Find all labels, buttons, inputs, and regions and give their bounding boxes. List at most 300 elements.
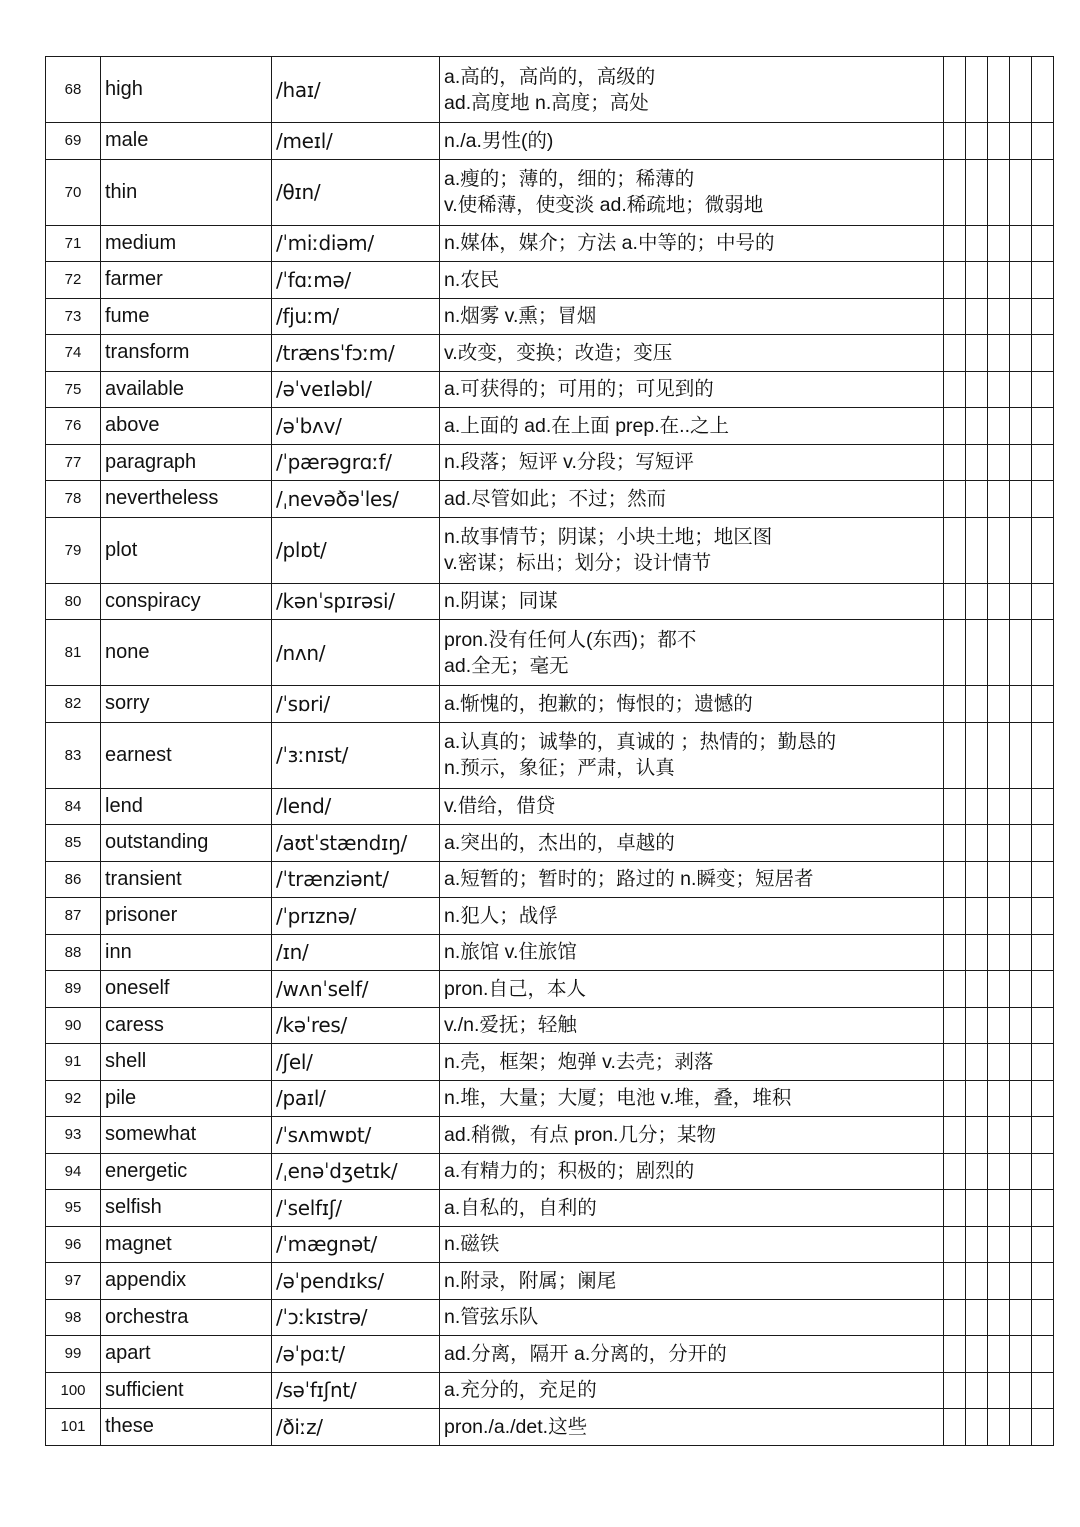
review-checkbox-cell[interactable] (1032, 1299, 1054, 1336)
english-word: male (101, 123, 272, 160)
review-checkbox-cell[interactable] (966, 1080, 988, 1117)
chinese-meaning (440, 1190, 944, 1227)
review-checkbox-cell[interactable] (1032, 1336, 1054, 1373)
review-checkbox-cell[interactable] (966, 1117, 988, 1154)
vocab-row (46, 1044, 1054, 1081)
chinese-meaning (440, 686, 944, 723)
phonetic: /ʃel/ (272, 1044, 440, 1081)
chinese-meaning (440, 225, 944, 262)
review-checkbox-cell[interactable] (1032, 1044, 1054, 1081)
phonetic: /haɪ/ (272, 57, 440, 123)
row-number: 69 (46, 123, 101, 160)
row-number: 90 (46, 1007, 101, 1044)
review-checkbox-cell[interactable] (1010, 583, 1032, 620)
meaning-line: ad.稍微，有点 pron.几分；某物 (444, 1123, 716, 1146)
meaning-line: a.瘦的；薄的，细的；稀薄的 (444, 168, 695, 190)
vocab-row (46, 898, 1054, 935)
review-checkbox-cell[interactable] (1032, 1080, 1054, 1117)
review-checkbox-cell[interactable] (966, 57, 988, 123)
review-checkbox-cell[interactable] (1010, 861, 1032, 898)
meaning-line: n.农民 (444, 268, 500, 291)
review-checkbox-cell[interactable] (1032, 934, 1054, 971)
phonetic: /lend/ (272, 788, 440, 825)
vocab-row (46, 408, 1054, 445)
english-word: oneself (101, 971, 272, 1008)
review-checkbox-cell[interactable] (1032, 262, 1054, 299)
english-word: conspiracy (101, 583, 272, 620)
review-checkbox-cell[interactable] (1032, 408, 1054, 445)
review-checkbox-cell[interactable] (988, 123, 1010, 160)
review-checkbox-cell[interactable] (944, 225, 966, 262)
review-checkbox-cell[interactable] (988, 1044, 1010, 1081)
review-checkbox-cell[interactable] (1010, 1080, 1032, 1117)
review-checkbox-cell[interactable] (988, 1263, 1010, 1300)
review-checkbox-cell[interactable] (988, 971, 1010, 1008)
review-checkbox-cell[interactable] (1010, 934, 1032, 971)
vocab-row (46, 1190, 1054, 1227)
english-word: available (101, 371, 272, 408)
english-word: energetic (101, 1153, 272, 1190)
row-number: 95 (46, 1190, 101, 1227)
review-checkbox-cell[interactable] (966, 1336, 988, 1373)
vocab-row (46, 159, 1054, 225)
review-checkbox-cell[interactable] (966, 159, 988, 225)
review-checkbox-cell[interactable] (966, 861, 988, 898)
english-word: nevertheless (101, 481, 272, 518)
review-checkbox-cell[interactable] (988, 1372, 1010, 1409)
vocab-row (46, 1226, 1054, 1263)
review-checkbox-cell[interactable] (944, 898, 966, 935)
chinese-meaning (440, 1372, 944, 1409)
review-checkbox-cell[interactable] (1010, 788, 1032, 825)
review-checkbox-cell[interactable] (1010, 1007, 1032, 1044)
review-checkbox-cell[interactable] (966, 481, 988, 518)
review-checkbox-cell[interactable] (1032, 825, 1054, 862)
vocab-row (46, 225, 1054, 262)
review-checkbox-cell[interactable] (944, 1117, 966, 1154)
chinese-meaning (440, 335, 944, 372)
review-checkbox-cell[interactable] (988, 57, 1010, 123)
review-checkbox-cell[interactable] (944, 971, 966, 1008)
row-number: 85 (46, 825, 101, 862)
vocab-row (46, 1117, 1054, 1154)
review-checkbox-cell[interactable] (988, 825, 1010, 862)
english-word: lend (101, 788, 272, 825)
row-number: 97 (46, 1263, 101, 1300)
meaning-line: n./a.男性(的) (444, 129, 554, 152)
meaning-line: n.烟雾 v.熏；冒烟 (444, 305, 597, 328)
chinese-meaning (440, 788, 944, 825)
review-checkbox-cell[interactable] (966, 517, 988, 583)
row-number: 101 (46, 1409, 101, 1446)
review-checkbox-cell[interactable] (1032, 371, 1054, 408)
review-checkbox-cell[interactable] (988, 1190, 1010, 1227)
review-checkbox-cell[interactable] (966, 371, 988, 408)
row-number: 86 (46, 861, 101, 898)
phonetic: /ˈɔːkɪstrə/ (272, 1299, 440, 1336)
review-checkbox-cell[interactable] (1032, 335, 1054, 372)
review-checkbox-cell[interactable] (944, 57, 966, 123)
review-checkbox-cell[interactable] (966, 971, 988, 1008)
row-number: 74 (46, 335, 101, 372)
row-number: 87 (46, 898, 101, 935)
review-checkbox-cell[interactable] (1032, 57, 1054, 123)
review-checkbox-cell[interactable] (944, 934, 966, 971)
chinese-meaning (440, 371, 944, 408)
review-checkbox-cell[interactable] (944, 408, 966, 445)
review-checkbox-cell[interactable] (1032, 1226, 1054, 1263)
chinese-meaning (440, 517, 944, 583)
meaning-line: n.段落；短评 v.分段；写短评 (444, 451, 694, 474)
review-checkbox-cell[interactable] (1032, 583, 1054, 620)
review-checkbox-cell[interactable] (1010, 371, 1032, 408)
review-checkbox-cell[interactable] (988, 1409, 1010, 1446)
english-word: shell (101, 1044, 272, 1081)
review-checkbox-cell[interactable] (1010, 971, 1032, 1008)
english-word: transient (101, 861, 272, 898)
phonetic: /əˈpɑːt/ (272, 1336, 440, 1373)
review-checkbox-cell[interactable] (1010, 722, 1032, 788)
row-number: 100 (46, 1372, 101, 1409)
english-word: these (101, 1409, 272, 1446)
row-number: 84 (46, 788, 101, 825)
chinese-meaning (440, 620, 944, 686)
review-checkbox-cell[interactable] (988, 934, 1010, 971)
review-checkbox-cell[interactable] (1010, 1299, 1032, 1336)
review-checkbox-cell[interactable] (966, 262, 988, 299)
review-checkbox-cell[interactable] (988, 1117, 1010, 1154)
chinese-meaning (440, 971, 944, 1008)
phonetic: /θɪn/ (272, 159, 440, 225)
review-checkbox-cell[interactable] (966, 335, 988, 372)
review-checkbox-cell[interactable] (944, 620, 966, 686)
review-checkbox-cell[interactable] (988, 371, 1010, 408)
chinese-meaning (440, 1226, 944, 1263)
phonetic: /ˌnevəðəˈles/ (272, 481, 440, 518)
review-checkbox-cell[interactable] (944, 1153, 966, 1190)
english-word: sorry (101, 686, 272, 723)
phonetic: /nʌn/ (272, 620, 440, 686)
review-checkbox-cell[interactable] (988, 583, 1010, 620)
review-checkbox-cell[interactable] (1032, 971, 1054, 1008)
meaning-line: n.磁铁 (444, 1233, 500, 1256)
review-checkbox-cell[interactable] (944, 1409, 966, 1446)
review-checkbox-cell[interactable] (1010, 1336, 1032, 1373)
chinese-meaning (440, 1080, 944, 1117)
chinese-meaning (440, 1007, 944, 1044)
review-checkbox-cell[interactable] (966, 686, 988, 723)
review-checkbox-cell[interactable] (988, 620, 1010, 686)
row-number: 82 (46, 686, 101, 723)
row-number: 89 (46, 971, 101, 1008)
vocab-row (46, 1080, 1054, 1117)
meaning-line: a.自私的，自利的 (444, 1196, 597, 1219)
review-checkbox-cell[interactable] (988, 1299, 1010, 1336)
phonetic: /ˈmiːdiəm/ (272, 225, 440, 262)
review-checkbox-cell[interactable] (988, 861, 1010, 898)
review-checkbox-cell[interactable] (1010, 620, 1032, 686)
chinese-meaning (440, 57, 944, 123)
row-number: 93 (46, 1117, 101, 1154)
review-checkbox-cell[interactable] (944, 159, 966, 225)
review-checkbox-cell[interactable] (944, 298, 966, 335)
review-checkbox-cell[interactable] (1032, 1153, 1054, 1190)
review-checkbox-cell[interactable] (988, 1007, 1010, 1044)
review-checkbox-cell[interactable] (1032, 225, 1054, 262)
chinese-meaning (440, 722, 944, 788)
review-checkbox-cell[interactable] (1010, 444, 1032, 481)
review-checkbox-cell[interactable] (988, 1226, 1010, 1263)
chinese-meaning (440, 262, 944, 299)
row-number: 96 (46, 1226, 101, 1263)
review-checkbox-cell[interactable] (944, 1263, 966, 1300)
review-checkbox-cell[interactable] (966, 788, 988, 825)
review-checkbox-cell[interactable] (988, 262, 1010, 299)
vocab-row (46, 1336, 1054, 1373)
review-checkbox-cell[interactable] (988, 444, 1010, 481)
meaning-line: n.阴谋；同谋 (444, 590, 558, 613)
review-checkbox-cell[interactable] (944, 788, 966, 825)
review-checkbox-cell[interactable] (988, 517, 1010, 583)
review-checkbox-cell[interactable] (1032, 1117, 1054, 1154)
vocab-row (46, 1372, 1054, 1409)
review-checkbox-cell[interactable] (966, 1226, 988, 1263)
review-checkbox-cell[interactable] (1010, 1044, 1032, 1081)
review-checkbox-cell[interactable] (944, 1007, 966, 1044)
review-checkbox-cell[interactable] (1032, 1007, 1054, 1044)
english-word: magnet (101, 1226, 272, 1263)
review-checkbox-cell[interactable] (966, 1153, 988, 1190)
review-checkbox-cell[interactable] (966, 1372, 988, 1409)
vocab-row (46, 788, 1054, 825)
chinese-meaning (440, 1299, 944, 1336)
english-word: earnest (101, 722, 272, 788)
review-checkbox-cell[interactable] (966, 1044, 988, 1081)
review-checkbox-cell[interactable] (1032, 123, 1054, 160)
vocab-row (46, 298, 1054, 335)
chinese-meaning (440, 481, 944, 518)
review-checkbox-cell[interactable] (988, 335, 1010, 372)
review-checkbox-cell[interactable] (988, 898, 1010, 935)
review-checkbox-cell[interactable] (1032, 861, 1054, 898)
meaning-line: v.使稀薄，使变淡 ad.稀疏地；微弱地 (444, 194, 764, 216)
review-checkbox-cell[interactable] (1010, 686, 1032, 723)
review-checkbox-cell[interactable] (944, 1226, 966, 1263)
review-checkbox-cell[interactable] (944, 861, 966, 898)
review-checkbox-cell[interactable] (966, 898, 988, 935)
meaning-line: n.管弦乐队 (444, 1306, 539, 1329)
chinese-meaning (440, 861, 944, 898)
review-checkbox-cell[interactable] (1010, 1190, 1032, 1227)
review-checkbox-cell[interactable] (1010, 262, 1032, 299)
meaning-line: v.密谋；标出；划分；设计情节 (444, 552, 712, 574)
english-word: outstanding (101, 825, 272, 862)
review-checkbox-cell[interactable] (966, 1190, 988, 1227)
review-checkbox-cell[interactable] (988, 788, 1010, 825)
review-checkbox-cell[interactable] (1032, 1263, 1054, 1300)
review-checkbox-cell[interactable] (944, 1190, 966, 1227)
chinese-meaning (440, 1044, 944, 1081)
review-checkbox-cell[interactable] (1032, 481, 1054, 518)
meaning-line: ad.尽管如此；不过；然而 (444, 487, 667, 510)
review-checkbox-cell[interactable] (1032, 1190, 1054, 1227)
review-checkbox-cell[interactable] (966, 1263, 988, 1300)
chinese-meaning (440, 298, 944, 335)
review-checkbox-cell[interactable] (966, 583, 988, 620)
review-checkbox-cell[interactable] (1010, 159, 1032, 225)
vocab-row (46, 1263, 1054, 1300)
chinese-meaning (440, 1117, 944, 1154)
review-checkbox-cell[interactable] (944, 371, 966, 408)
meaning-line: a.有精力的；积极的；剧烈的 (444, 1160, 695, 1183)
review-checkbox-cell[interactable] (988, 1336, 1010, 1373)
english-word: selfish (101, 1190, 272, 1227)
review-checkbox-cell[interactable] (1010, 1372, 1032, 1409)
review-checkbox-cell[interactable] (1010, 408, 1032, 445)
meaning-line: a.可获得的；可用的；可见到的 (444, 378, 714, 401)
review-checkbox-cell[interactable] (988, 722, 1010, 788)
review-checkbox-cell[interactable] (988, 1153, 1010, 1190)
chinese-meaning (440, 934, 944, 971)
review-checkbox-cell[interactable] (988, 159, 1010, 225)
english-word: orchestra (101, 1299, 272, 1336)
review-checkbox-cell[interactable] (966, 123, 988, 160)
review-checkbox-cell[interactable] (944, 722, 966, 788)
phonetic: /ˈsʌmwɒt/ (272, 1117, 440, 1154)
vocab-row (46, 971, 1054, 1008)
review-checkbox-cell[interactable] (1032, 517, 1054, 583)
phonetic: /əˈbʌv/ (272, 408, 440, 445)
review-checkbox-cell[interactable] (944, 1299, 966, 1336)
chinese-meaning (440, 444, 944, 481)
review-checkbox-cell[interactable] (988, 481, 1010, 518)
review-checkbox-cell[interactable] (1010, 123, 1032, 160)
english-word: paragraph (101, 444, 272, 481)
review-checkbox-cell[interactable] (1010, 517, 1032, 583)
phonetic: /ˈpærəgrɑːf/ (272, 444, 440, 481)
meaning-line: a.突出的，杰出的，卓越的 (444, 831, 675, 854)
review-checkbox-cell[interactable] (1010, 298, 1032, 335)
meaning-line: ad.分离，隔开 a.分离的，分开的 (444, 1342, 727, 1365)
review-checkbox-cell[interactable] (1032, 444, 1054, 481)
phonetic: /əˈpendɪks/ (272, 1263, 440, 1300)
row-number: 99 (46, 1336, 101, 1373)
phonetic: /ðiːz/ (272, 1409, 440, 1446)
review-checkbox-cell[interactable] (944, 1372, 966, 1409)
review-checkbox-cell[interactable] (944, 517, 966, 583)
review-checkbox-cell[interactable] (988, 686, 1010, 723)
review-checkbox-cell[interactable] (1032, 898, 1054, 935)
english-word: transform (101, 335, 272, 372)
review-checkbox-cell[interactable] (1032, 620, 1054, 686)
review-checkbox-cell[interactable] (944, 335, 966, 372)
review-checkbox-cell[interactable] (1010, 481, 1032, 518)
chinese-meaning (440, 825, 944, 862)
vocabulary-table-body (46, 57, 1054, 1446)
row-number: 72 (46, 262, 101, 299)
chinese-meaning (440, 408, 944, 445)
row-number: 92 (46, 1080, 101, 1117)
review-checkbox-cell[interactable] (944, 123, 966, 160)
review-checkbox-cell[interactable] (988, 298, 1010, 335)
review-checkbox-cell[interactable] (944, 1044, 966, 1081)
review-checkbox-cell[interactable] (966, 298, 988, 335)
review-checkbox-cell[interactable] (1010, 1117, 1032, 1154)
review-checkbox-cell[interactable] (1032, 159, 1054, 225)
review-checkbox-cell[interactable] (966, 444, 988, 481)
phonetic: /ˈtrænziənt/ (272, 861, 440, 898)
review-checkbox-cell[interactable] (944, 825, 966, 862)
row-number: 70 (46, 159, 101, 225)
meaning-line: pron.没有任何人(东西)；都不 (444, 628, 697, 651)
vocab-row (46, 1299, 1054, 1336)
review-checkbox-cell[interactable] (966, 934, 988, 971)
vocab-row (46, 934, 1054, 971)
review-checkbox-cell[interactable] (944, 481, 966, 518)
meaning-line: a.惭愧的，抱歉的；悔恨的；遗憾的 (444, 692, 753, 715)
review-checkbox-cell[interactable] (944, 444, 966, 481)
review-checkbox-cell[interactable] (966, 408, 988, 445)
row-number: 75 (46, 371, 101, 408)
review-checkbox-cell[interactable] (966, 1409, 988, 1446)
review-checkbox-cell[interactable] (944, 1080, 966, 1117)
phonetic: /plɒt/ (272, 517, 440, 583)
row-number: 80 (46, 583, 101, 620)
review-checkbox-cell[interactable] (944, 583, 966, 620)
review-checkbox-cell[interactable] (944, 1336, 966, 1373)
review-checkbox-cell[interactable] (1032, 722, 1054, 788)
english-word: medium (101, 225, 272, 262)
review-checkbox-cell[interactable] (966, 225, 988, 262)
vocab-row (46, 371, 1054, 408)
review-checkbox-cell[interactable] (1010, 825, 1032, 862)
review-checkbox-cell[interactable] (1032, 1409, 1054, 1446)
review-checkbox-cell[interactable] (988, 408, 1010, 445)
phonetic: /ˈsɒri/ (272, 686, 440, 723)
phonetic: /ˈfɑːmə/ (272, 262, 440, 299)
review-checkbox-cell[interactable] (1032, 298, 1054, 335)
review-checkbox-cell[interactable] (966, 722, 988, 788)
review-checkbox-cell[interactable] (1032, 686, 1054, 723)
row-number: 91 (46, 1044, 101, 1081)
review-checkbox-cell[interactable] (1010, 1409, 1032, 1446)
review-checkbox-cell[interactable] (988, 225, 1010, 262)
review-checkbox-cell[interactable] (966, 620, 988, 686)
review-checkbox-cell[interactable] (944, 262, 966, 299)
review-checkbox-cell[interactable] (1010, 898, 1032, 935)
review-checkbox-cell[interactable] (966, 1299, 988, 1336)
vocab-row (46, 1153, 1054, 1190)
review-checkbox-cell[interactable] (1010, 225, 1032, 262)
review-checkbox-cell[interactable] (1032, 1372, 1054, 1409)
review-checkbox-cell[interactable] (944, 686, 966, 723)
row-number: 88 (46, 934, 101, 971)
review-checkbox-cell[interactable] (1010, 1263, 1032, 1300)
review-checkbox-cell[interactable] (1032, 788, 1054, 825)
review-checkbox-cell[interactable] (966, 1007, 988, 1044)
english-word: somewhat (101, 1117, 272, 1154)
review-checkbox-cell[interactable] (1010, 1226, 1032, 1263)
vocab-row (46, 722, 1054, 788)
vocab-row (46, 686, 1054, 723)
review-checkbox-cell[interactable] (1010, 1153, 1032, 1190)
review-checkbox-cell[interactable] (988, 1080, 1010, 1117)
review-checkbox-cell[interactable] (966, 825, 988, 862)
review-checkbox-cell[interactable] (1010, 335, 1032, 372)
meaning-line: n.堆，大量；大厦；电池 v.堆，叠，堆积 (444, 1087, 792, 1110)
review-checkbox-cell[interactable] (1010, 57, 1032, 123)
phonetic: /trænsˈfɔːm/ (272, 335, 440, 372)
